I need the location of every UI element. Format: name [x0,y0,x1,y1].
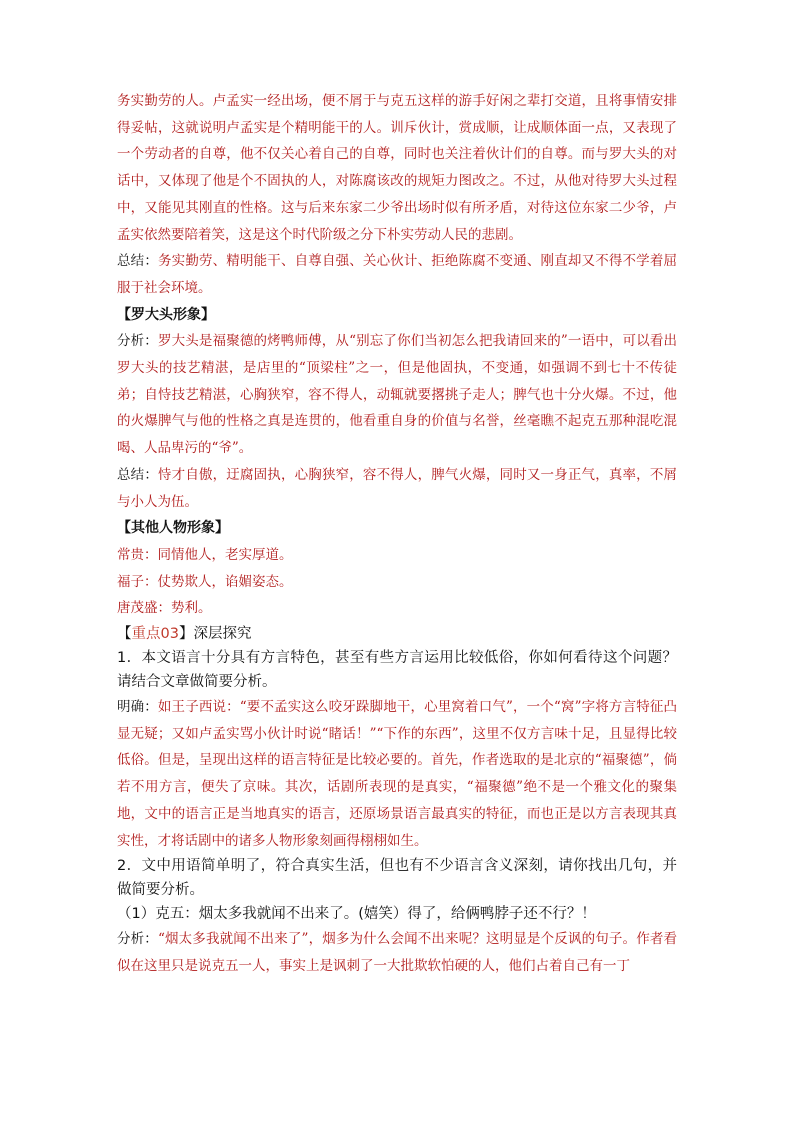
analysis-question-2-item-1 [117,926,677,979]
answer-1 [117,694,677,854]
paragraph-lu-mengshi-analysis: 务实勤劳的人。卢孟实一经出场，便不屑于与克五这样的游手好闲之辈打交道，且将事情安排得妥帖，这就说明卢孟实是个精明能干的人。训斥伙计，赏成顺，让成顺体面一点，又表现了一个劳动者的自尊，他不仅关心着自己的自尊，同时也关注着伙计们的自尊。而与罗大头的对话中，又体现了他是个不固执的人，对陈腐该改的规矩力图改之。不过，从他对待罗大头过程中，又能见其刚直的性格。这与后来东家二少爷出场时似有所矛盾，对待这位东家二少爷，卢孟实依然要陪着笑，这是这个时代阶级之分下朴实劳动人民的悲剧。 [117,93,677,243]
character-changgui [117,542,677,569]
character-trait: 同情他人，老实厚道。 [157,546,293,563]
character-tang-maosheng [117,595,677,622]
focus-key: 重点03 [131,626,179,643]
character-trait: 势利。 [171,600,212,617]
question-2: 2．文中用语简单明了，符合真实生活，但也有不少语言含义深刻，请你找出几句，并做简要分析。 [117,858,677,899]
bracket-close: 】 [178,626,194,643]
focus-title: 深层探究 [193,626,252,643]
analysis-text: 罗大头是福聚德的烤鸭师傅，从“别忘了你们当初怎么把我请回来的”一语中，可以看出罗大头的技艺精湛，是店里的“顶梁柱”之一，但是他固执，不变通，如强调不到七十不传徒弟；自恃技艺精湛，心胸狭窄，容不得人，动辄就要撂挑子走人；脾气也十分火爆。不过，他的火爆脾气与他的性格之真是连贯的，他看重自身的价值与名誉，丝毫瞧不起克五那种混吃混喝、人品卑污的“爷”。 [117,333,677,457]
analysis-luo-datou [117,328,677,462]
section-heading-focus-03 [117,622,677,646]
character-trait: 仗势欺人，谄媚姿态。 [157,573,293,590]
summary-luo-datou [117,462,677,515]
page-content [117,88,677,980]
summary-text: 务实勤劳、精明能干、自尊自强、关心伙计、拒绝陈腐不变通、刚直却又不得不学着屈服于社会环境。 [117,253,678,296]
question-2-item-1: （1）克五：烟太多我就闻不出来了。(嬉笑）得了，给俩鸭脖子还不行？！ [117,906,596,923]
character-name: 唐茂盛： [117,600,171,617]
character-name: 常贵： [117,546,158,563]
summary-label: 总结： [117,466,158,483]
heading-luo-datou: 【罗大头形象】 [117,306,215,323]
analysis-label: 分析： [117,333,158,350]
analysis-text: “烟太多我就闻不出来了”，烟多为什么会闻不出来呢？这明显是个反讽的句子。作者看似在这里只是说克五一人，事实上是讽刺了一大批欺软怕硬的人，他们占着自己有一丁 [117,931,677,974]
heading-other-characters: 【其他人物形象】 [117,520,229,537]
character-name: 福子： [117,573,158,590]
summary-label: 总结： [117,253,158,270]
summary-lu-mengshi [117,248,677,301]
answer-label: 明确： [117,699,158,716]
bracket-open: 【 [117,626,132,643]
summary-text: 恃才自傲，迂腐固执，心胸狭窄，容不得人，脾气火爆，同时又一身正气，真率，不屑与小人为伍。 [117,466,678,510]
analysis-label: 分析： [117,931,158,948]
character-fuzi [117,569,677,596]
answer-text: 如王子西说：“要不孟实这么咬牙跺脚地干，心里窝着口气”，一个“窝”字将方言特征凸显无疑；又如卢孟实骂小伙计时说“睹话！”“下作的东西”，这里不仅方言味十足，且显得比较低俗。但是，呈现出这样的语言特征是比较必要的。首先，作者选取的是北京的“福聚德”，倘若不用方言，便失了京味。其次，话剧所表现的是真实，“福聚德”绝不是一个雅文化的聚集地，文中的语言正是当地真实的语言，还原场景语言最真实的特征，而也正是以方言表现其真实性，才将话剧中的诸多人物形象刻画得栩栩如生。 [117,699,677,849]
question-1: 1．本文语言十分具有方言特色，甚至有些方言运用比较低俗，你如何看待这个问题？请结合文章做简要分析。 [117,650,677,691]
